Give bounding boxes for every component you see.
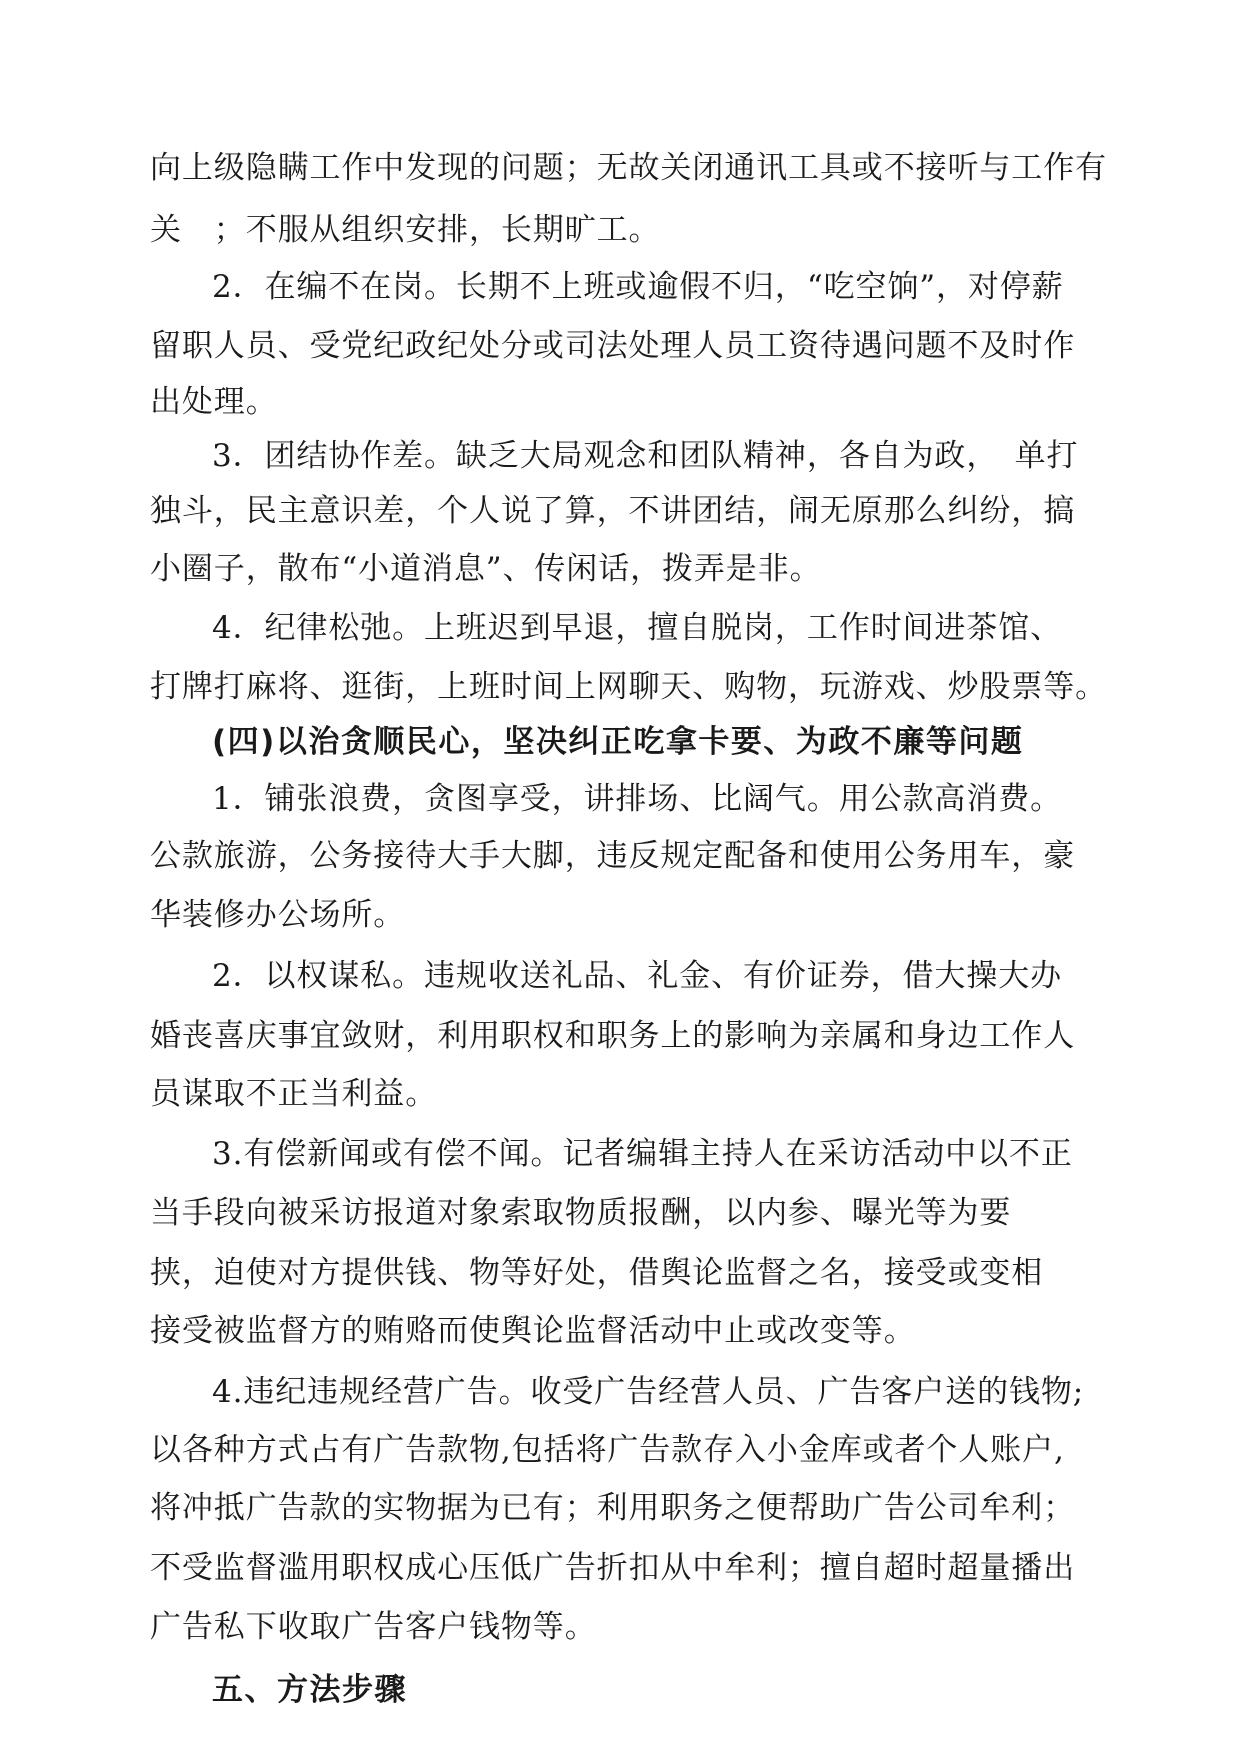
- text-line: 打牌打麻将、逛街，上班时间上网聊天、购物，玩游戏、炒股票等。: [150, 669, 1107, 705]
- text-line: 广告私下收取广告客户钱物等。: [150, 1609, 597, 1645]
- text-line: 挟，迫使对方提供钱、物等好处，借舆论监督之名，接受或变相: [150, 1255, 1044, 1291]
- text-line: 将冲抵广告款的实物据为已有；利用职务之便帮助广告公司牟利；: [150, 1490, 1076, 1526]
- text-line: 华装修办公场所。: [150, 897, 406, 933]
- section-heading: 五、方法步骤: [212, 1672, 407, 1708]
- text-line: 接受被监督方的贿赂而使舆论监督活动中止或改变等。: [150, 1313, 916, 1349]
- text-line: 出处理。: [150, 384, 278, 420]
- text-line: 小圈子，散布“小道消息”、传闲话，拨弄是非。: [150, 551, 822, 587]
- text-line: 4.违纪违规经营广告。收受广告经营人员、广告客户送的钱物;: [212, 1374, 1085, 1410]
- text-line: 2．在编不在岗。长期不上班或逾假不归，“吃空饷”，对停薪: [212, 269, 1064, 305]
- text-line: 员谋取不正当利益。: [150, 1076, 438, 1112]
- text-line: 留职人员、受党纪政纪处分或司法处理人员工资待遇问题不及时作: [150, 328, 1076, 364]
- text-line: 当手段向被采访报道对象索取物质报酬，以内参、曝光等为要: [150, 1195, 1012, 1231]
- text-line: 2．以权谋私。违规收送礼品、礼金、有价证券，借大操大办: [212, 958, 1063, 994]
- text-line: 以各种方式占有广告款物,包括将广告款存入小金库或者个人账户,: [150, 1432, 1065, 1468]
- section-heading: (四)以治贪顺民心，坚决纠正吃拿卡要、为政不廉等问题: [212, 724, 1024, 760]
- text-line: 4．纪律松弛。上班迟到早退，擅自脱岗，工作时间进茶馆、: [212, 610, 1063, 646]
- text-line: 向上级隐瞒工作中发现的问题；无故关闭通讯工具或不接听与工作有: [150, 150, 1107, 186]
- text-line: 独斗，民主意识差，个人说了算，不讲团结，闹无原那么纠纷，搞: [150, 493, 1076, 529]
- text-line: 公款旅游，公务接待大手大脚，违反规定配备和使用公务用车，豪: [150, 838, 1076, 874]
- text-line: 关 ；不服从组织安排，长期旷工。: [150, 212, 661, 248]
- text-line: 3．团结协作差。缺乏大局观念和团队精神，各自为政， 单打: [212, 438, 1079, 474]
- text-line: 3.有偿新闻或有偿不闻。记者编辑主持人在采访活动中以不正: [212, 1136, 1073, 1172]
- text-line: 婚丧喜庆事宜敛财，利用职权和职务上的影响为亲属和身边工作人: [150, 1018, 1076, 1054]
- text-line: 不受监督滥用职权成心压低广告折扣从中牟利；擅自超时超量播出: [150, 1550, 1076, 1586]
- text-line: 1．铺张浪费，贪图享受，讲排场、比阔气。用公款高消费。: [212, 781, 1063, 817]
